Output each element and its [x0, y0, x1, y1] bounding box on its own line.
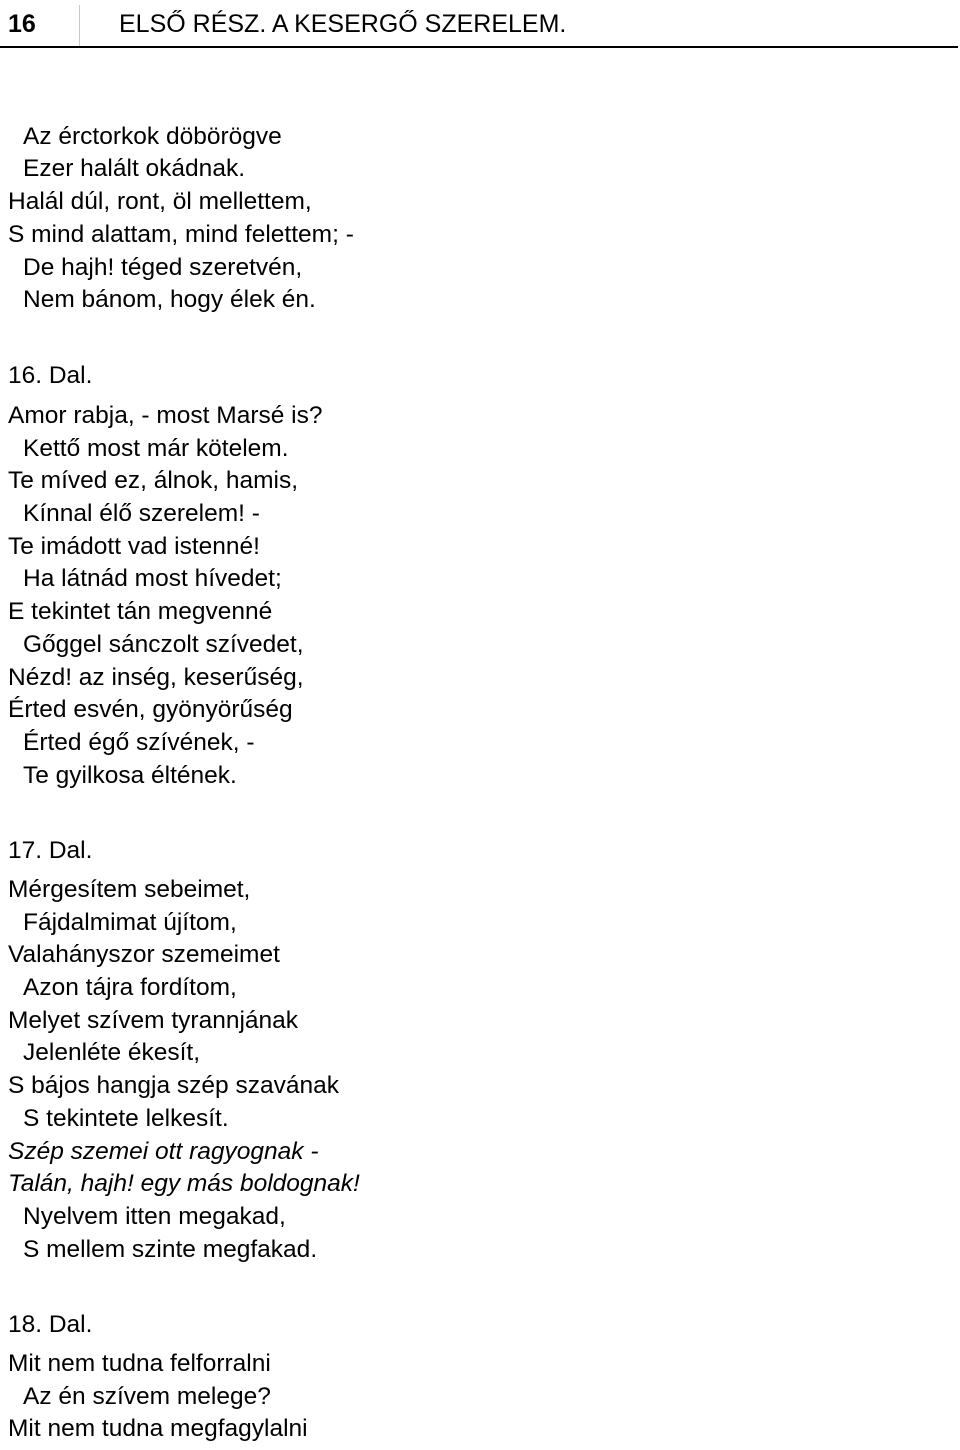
song-16-line-4: Kínnal élő szerelem! -: [23, 500, 260, 527]
stanza-a-line-6: Nem bánom, hogy élek én.: [23, 286, 316, 313]
stanza-a-line-4: S mind alattam, mind felettem; -: [8, 221, 354, 248]
song-17-line-5: Melyet szívem tyrannjának: [8, 1007, 299, 1034]
song-16-line-10: Érted esvén, gyönyörűség: [8, 696, 293, 723]
stanza-a-line-3: Halál dúl, ront, öl mellettem,: [8, 188, 312, 215]
song-17-line-9: Szép szemei ott ragyognak -: [8, 1138, 319, 1165]
song-16-line-5: Te imádott vad istenné!: [8, 533, 260, 560]
song-17-line-6: Jelenléte ékesít,: [23, 1039, 201, 1066]
song-17-line-11: Nyelvem itten megakad,: [23, 1203, 286, 1230]
song-18-line-2: Az én szívem melege?: [23, 1383, 271, 1410]
song-16-line-12: Te gyilkosa éltének.: [23, 762, 237, 789]
stanza-a-line-1: Az érctorkok döbörögve: [23, 123, 282, 150]
song-16-line-7: E tekintet tán megvenné: [8, 598, 273, 625]
song-17-heading: 17. Dal.: [8, 837, 93, 864]
song-17-line-10: Talán, hajh! egy más boldognak!: [8, 1170, 360, 1197]
song-17-line-2: Fájdalmimat újítom,: [23, 909, 237, 936]
song-16-line-3: Te míved ez, álnok, hamis,: [8, 467, 299, 494]
song-17-line-3: Valahányszor szemeimet: [8, 941, 280, 968]
page-number: 16: [8, 10, 36, 38]
stanza-a-line-5: De hajh! téged szeretvén,: [23, 254, 303, 281]
song-16-line-8: Gőggel sánczolt szívedet,: [23, 631, 304, 658]
song-17-line-1: Mérgesítem sebeimet,: [8, 876, 251, 903]
song-16-line-9: Nézd! az inség, keserűség,: [8, 664, 304, 691]
song-17-line-12: S mellem szinte megfakad.: [23, 1236, 318, 1263]
song-17-line-7: S bájos hangja szép szavának: [8, 1072, 339, 1099]
running-head: ELSŐ RÉSZ. A KESERGŐ SZERELEM.: [119, 10, 567, 38]
song-16-heading: 16. Dal.: [8, 362, 93, 389]
song-18-heading: 18. Dal.: [8, 1311, 93, 1338]
stanza-a-line-2: Ezer halált okádnak.: [23, 155, 245, 182]
song-16-line-1: Amor rabja, - most Marsé is?: [8, 402, 323, 429]
song-16-line-6: Ha látnád most hívedet;: [23, 565, 282, 592]
song-16-line-2: Kettő most már kötelem.: [23, 435, 289, 462]
song-17-line-8: S tekintete lelkesít.: [23, 1105, 229, 1132]
song-18-line-3: Mit nem tudna megfagylalni: [8, 1415, 308, 1442]
song-17-line-4: Azon tájra fordítom,: [23, 974, 237, 1001]
song-18-line-1: Mit nem tudna felforralni: [8, 1350, 271, 1377]
song-16-line-11: Érted égő szívének, -: [23, 729, 255, 756]
